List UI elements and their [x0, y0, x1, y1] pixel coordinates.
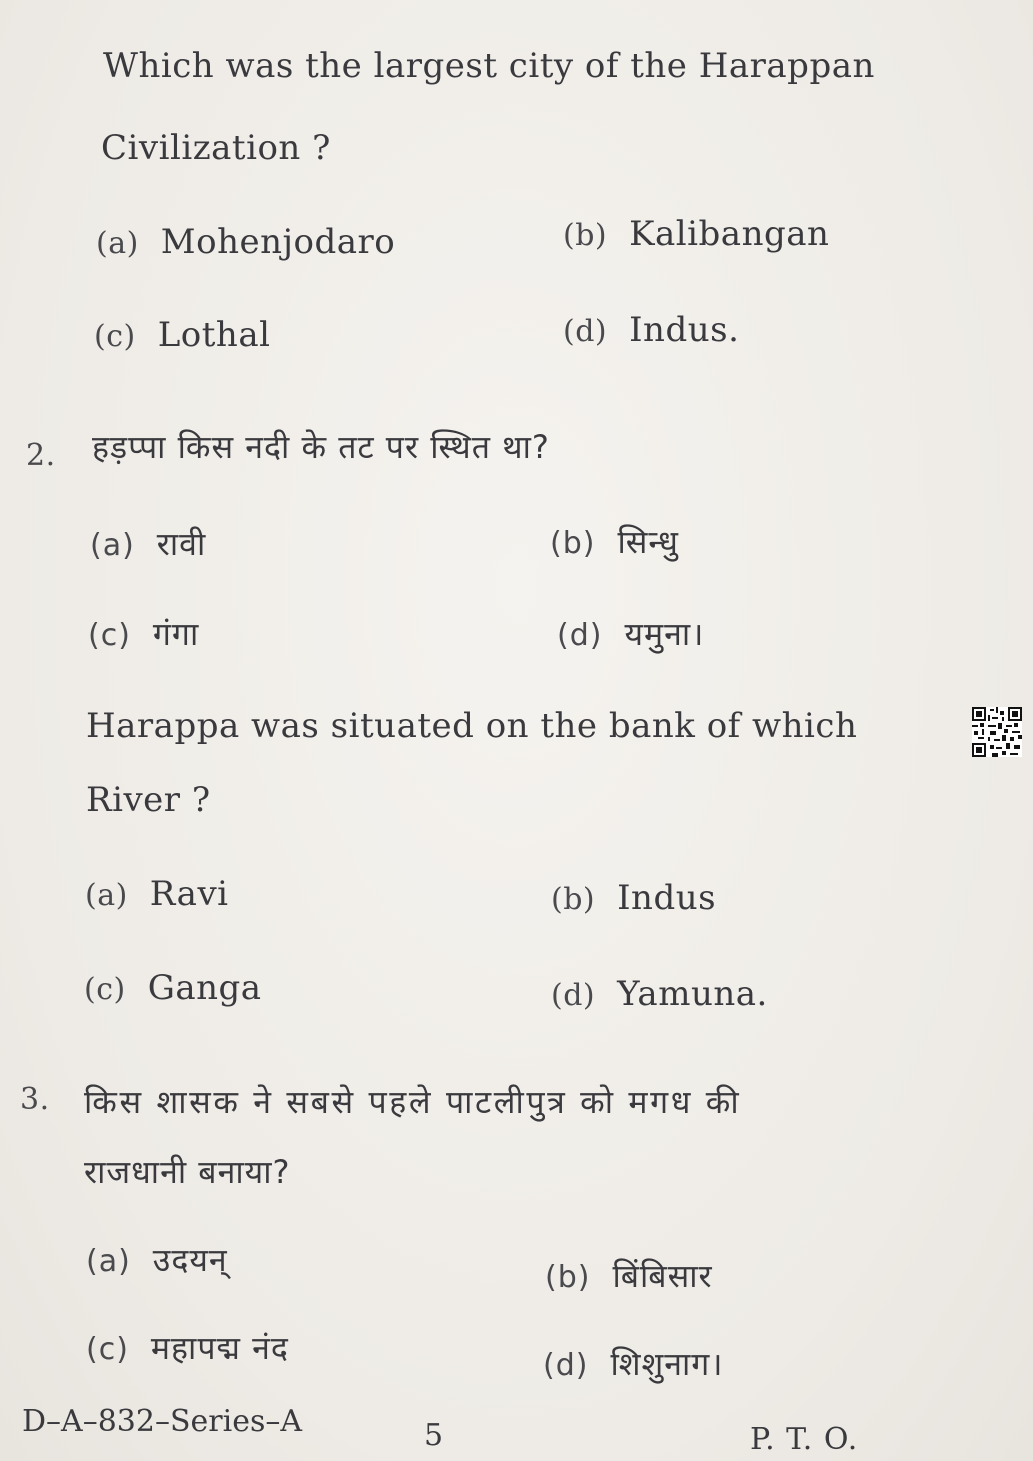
option-label: (c)	[88, 618, 131, 653]
q3-option-d	[543, 1342, 723, 1385]
q3-option-b	[545, 1254, 713, 1297]
option-label: (b)	[563, 218, 608, 253]
q2-question-line2: River ?	[86, 780, 211, 820]
q1-option-a	[96, 222, 395, 262]
option-text: रावी	[156, 525, 207, 563]
q1-option-c	[94, 315, 270, 355]
option-label: (c)	[94, 319, 136, 354]
q3-number: 3.	[20, 1082, 50, 1117]
q2-question-line1: Harappa was situated on the bank of which	[86, 706, 858, 746]
option-label: (a)	[86, 1244, 131, 1279]
q2-question-hindi: हड़प्पा किस नदी के तट पर स्थित था?	[92, 428, 550, 466]
q2-hi-option-c	[88, 612, 199, 655]
q2-en-option-a	[85, 874, 229, 914]
option-text: सिन्धु	[617, 523, 679, 561]
q3-question-line1: किस शासक ने सबसे पहले पाटलीपुत्र को मगध की	[84, 1083, 742, 1121]
option-text: महापद्म नंद	[150, 1329, 289, 1367]
q2-hi-option-a	[90, 522, 206, 565]
option-label: (b)	[550, 526, 596, 561]
option-text: Indus	[617, 878, 717, 918]
option-text: Ravi	[149, 874, 229, 914]
option-text: बिंबिसार	[612, 1257, 713, 1295]
option-label: (d)	[551, 978, 596, 1013]
option-text: Lothal	[157, 315, 271, 355]
option-text: Ganga	[147, 968, 262, 1008]
option-label: (c)	[84, 972, 126, 1007]
q2-number: 2.	[26, 438, 56, 473]
option-label: (d)	[563, 314, 608, 349]
q2-hi-option-b	[550, 520, 679, 563]
option-text: Indus.	[629, 310, 740, 350]
option-label: (a)	[96, 226, 139, 261]
option-label: (b)	[551, 882, 596, 917]
qr-code-icon	[972, 707, 1022, 757]
option-label: (a)	[90, 528, 135, 563]
q2-en-option-b	[551, 878, 716, 918]
option-label: (b)	[545, 1260, 591, 1295]
q3-option-a	[86, 1238, 228, 1281]
option-text: Kalibangan	[629, 214, 830, 254]
q2-en-option-c	[84, 968, 262, 1008]
option-text: Yamuna.	[617, 974, 768, 1014]
q1-option-b	[563, 214, 829, 254]
pto-label: P. T. O.	[750, 1422, 859, 1457]
q2-en-option-d	[551, 974, 768, 1014]
option-label: (d)	[557, 618, 603, 653]
q1-question-line1: Which was the largest city of the Harappan	[103, 46, 875, 86]
q2-hi-option-d	[557, 612, 704, 655]
option-label: (a)	[85, 878, 128, 913]
q1-question-line2: Civilization ?	[101, 128, 331, 168]
page-number: 5	[424, 1418, 444, 1453]
option-text: शिशुनाग।	[610, 1345, 724, 1383]
option-text: Mohenjodaro	[160, 222, 396, 262]
option-text: यमुना।	[624, 615, 705, 653]
option-text: उदयन्	[152, 1241, 228, 1279]
q3-option-c	[86, 1326, 289, 1369]
option-label: (d)	[543, 1348, 589, 1383]
option-label: (c)	[86, 1332, 129, 1367]
q1-option-d	[563, 310, 739, 350]
paper-code: D–A–832–Series–A	[22, 1404, 303, 1439]
option-text: गंगा	[152, 615, 200, 653]
q3-question-line2: राजधानी बनाया?	[84, 1153, 291, 1191]
